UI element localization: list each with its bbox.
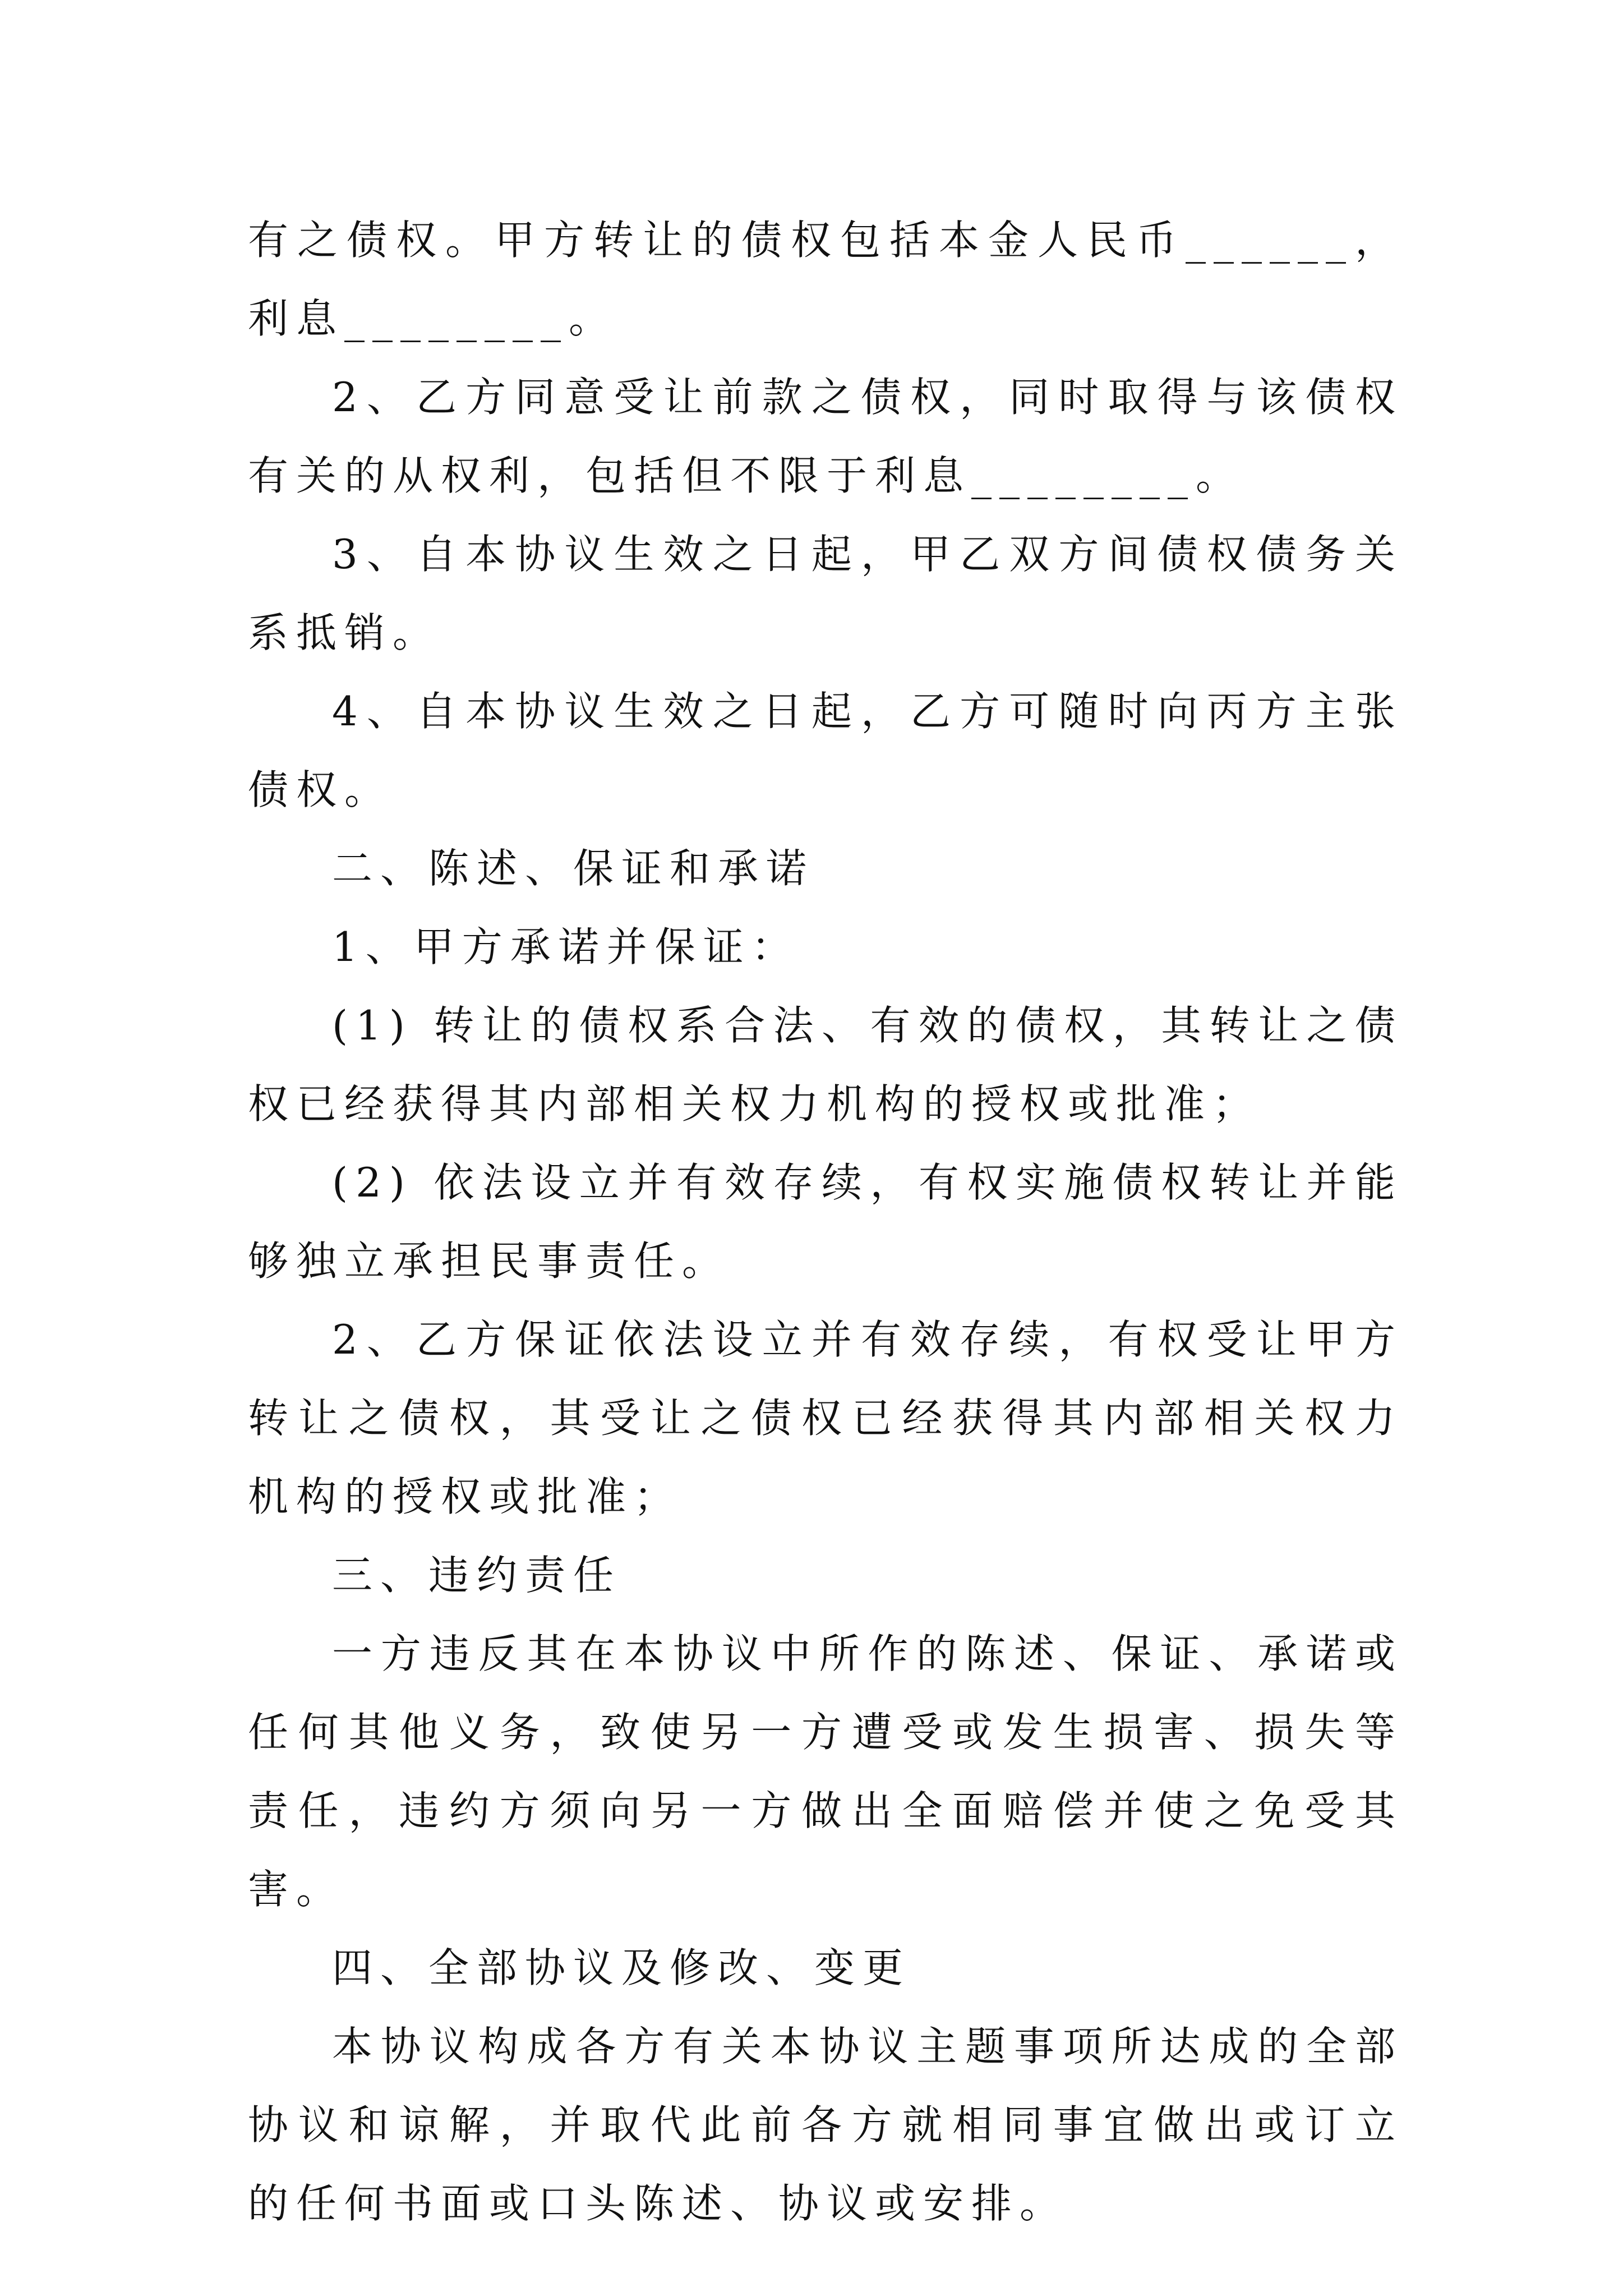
paragraph-8: 2、乙方保证依法设立并有效存续，有权受让甲方转让之债权，其受让之债权已经获得其内部相关权力机构的授权或批准； xyxy=(248,1316,1403,1520)
paragraph-1: 2、乙方同意受让前款之债权，同时取得与该债权有关的从权利，包括但不限于利息________。 xyxy=(248,374,1403,499)
paragraph-10: 一方违反其在本协议中所作的陈述、保证、承诺或任何其他义务，致使另一方遭受或发生损害、损失等责任，违约方须向另一方做出全面赔偿并使之免受其害。 xyxy=(248,1630,1403,1913)
paragraph-0: 有之债权。甲方转让的债权包括本金人民币______，利息________。 xyxy=(248,217,1403,342)
paragraph-3: 4、自本协议生效之日起，乙方可随时向丙方主张债权。 xyxy=(248,688,1403,813)
paragraph-6: (1) 转让的债权系合法、有效的债权，其转让之债权已经获得其内部相关权力机构的授权或批准； xyxy=(248,1002,1403,1128)
paragraph-2: 3、自本协议生效之日起，甲乙双方间债权债务关系抵销。 xyxy=(248,531,1403,656)
section-heading-3: 三、违约责任 xyxy=(332,1552,622,1599)
section-heading-4: 四、全部协议及修改、变更 xyxy=(332,1944,911,1991)
paragraph-7: (2) 依法设立并有效存续，有权实施债权转让并能够独立承担民事责任。 xyxy=(248,1159,1403,1285)
document-body xyxy=(248,201,1403,2243)
paragraph-5: 1、甲方承诺并保证： xyxy=(332,923,800,970)
section-heading-2: 二、陈述、保证和承诺 xyxy=(332,845,815,892)
paragraph-12: 本协议构成各方有关本协议主题事项所达成的全部协议和谅解，并取代此前各方就相同事宜做出或订立的任何书面或口头陈述、协议或安排。 xyxy=(248,2023,1403,2227)
